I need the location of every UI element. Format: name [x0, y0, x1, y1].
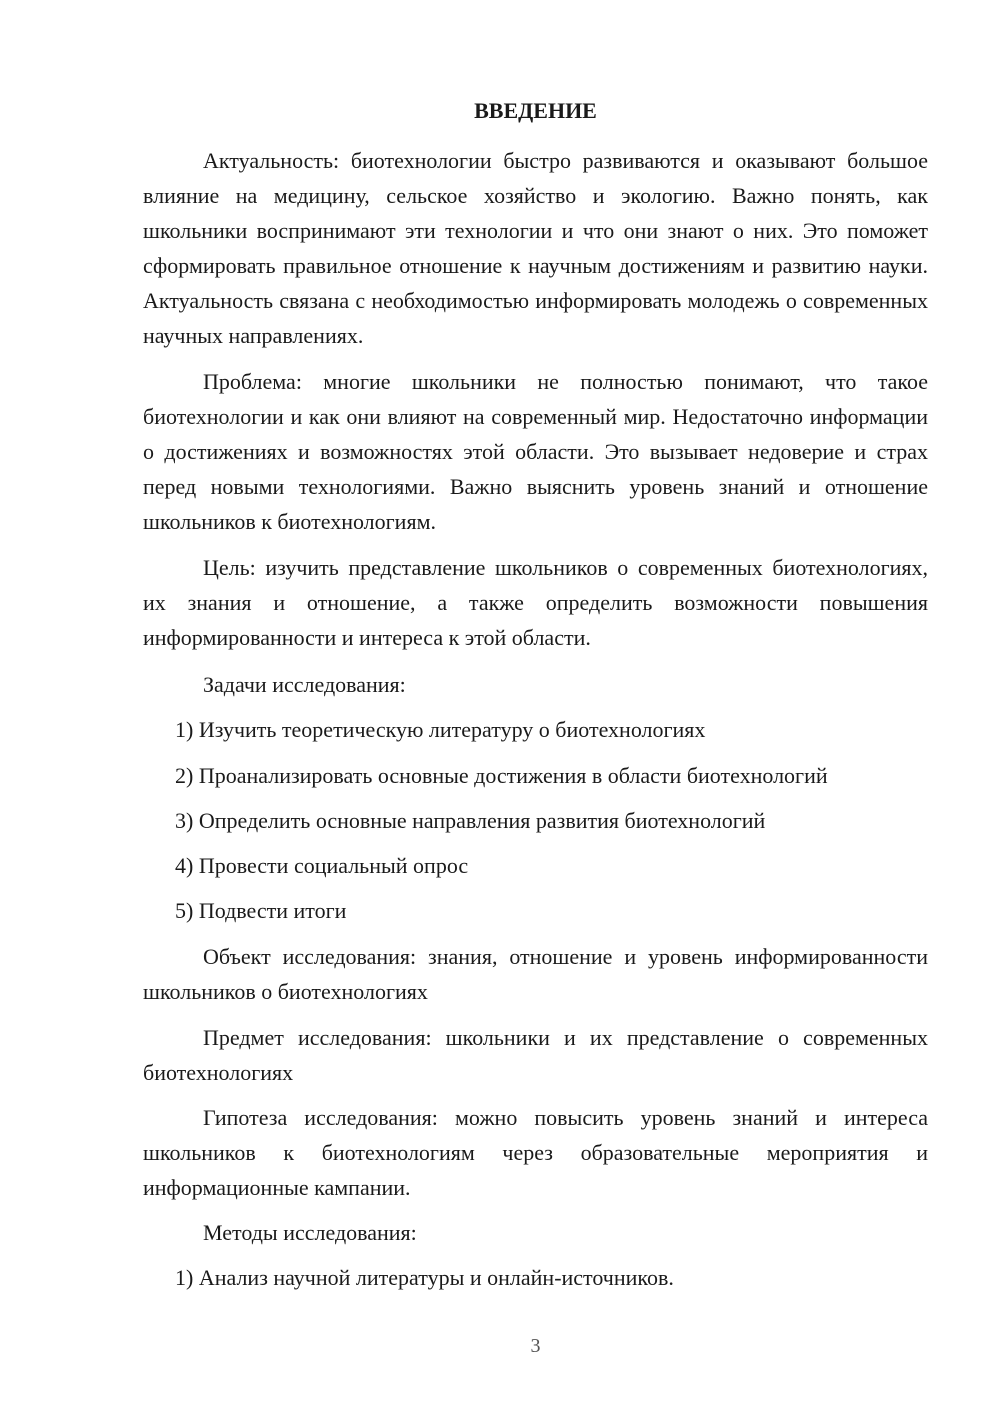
- paragraph-hypothesis: Гипотеза исследования: можно повысить уровень знаний и интереса школьников к биотехнологиям через образовательные мероприятия и информационные кампании.: [143, 1105, 928, 1200]
- paragraph-goal: Цель: изучить представление школьников о современных биотехнологиях, их знания и отношение, а также определить возможности повышения информированности и интереса к этой области.: [143, 555, 928, 650]
- paragraph-subject: Предмет исследования: школьники и их представление о современных биотехнологиях: [143, 1025, 928, 1085]
- task-item-2: 2) Проанализировать основные достижения в области биотехнологий: [175, 763, 828, 788]
- document-page: [143, 0, 928, 1414]
- task-item-1: 1) Изучить теоретическую литературу о биотехнологиях: [175, 717, 706, 742]
- paragraph-object: Объект исследования: знания, отношение и уровень информированности школьников о биотехнологиях: [143, 944, 928, 1004]
- task-item-3: 3) Определить основные направления развития биотехнологий: [175, 808, 766, 833]
- page-title: ВВЕДЕНИЕ: [474, 98, 597, 123]
- page-number: 3: [530, 1335, 541, 1357]
- paragraph-relevance: Актуальность: биотехнологии быстро развиваются и оказывают большое влияние на медицину, сельское хозяйство и экологию. Важно понять, как школьники воспринимают эти технологии и что они знают о них. Это поможет сформировать правильное отношение к научным достижениям и развитию науки. Актуальность связана с необходимостью информировать молодежь о современных научных направлениях.: [143, 148, 928, 348]
- method-item-1: 1) Анализ научной литературы и онлайн-источников.: [175, 1265, 674, 1290]
- paragraph-problem: Проблема: многие школьники не полностью понимают, что такое биотехнологии и как они влияют на современный мир. Недостаточно информации о достижениях и возможностях этой области. Это вызывает недоверие и страх перед новыми технологиями. Важно выяснить уровень знаний и отношение школьников к биотехнологиям.: [143, 369, 928, 534]
- task-item-4: 4) Провести социальный опрос: [175, 853, 469, 878]
- tasks-heading: Задачи исследования:: [203, 672, 406, 697]
- methods-heading: Методы исследования:: [203, 1220, 417, 1245]
- task-item-5: 5) Подвести итоги: [175, 898, 347, 923]
